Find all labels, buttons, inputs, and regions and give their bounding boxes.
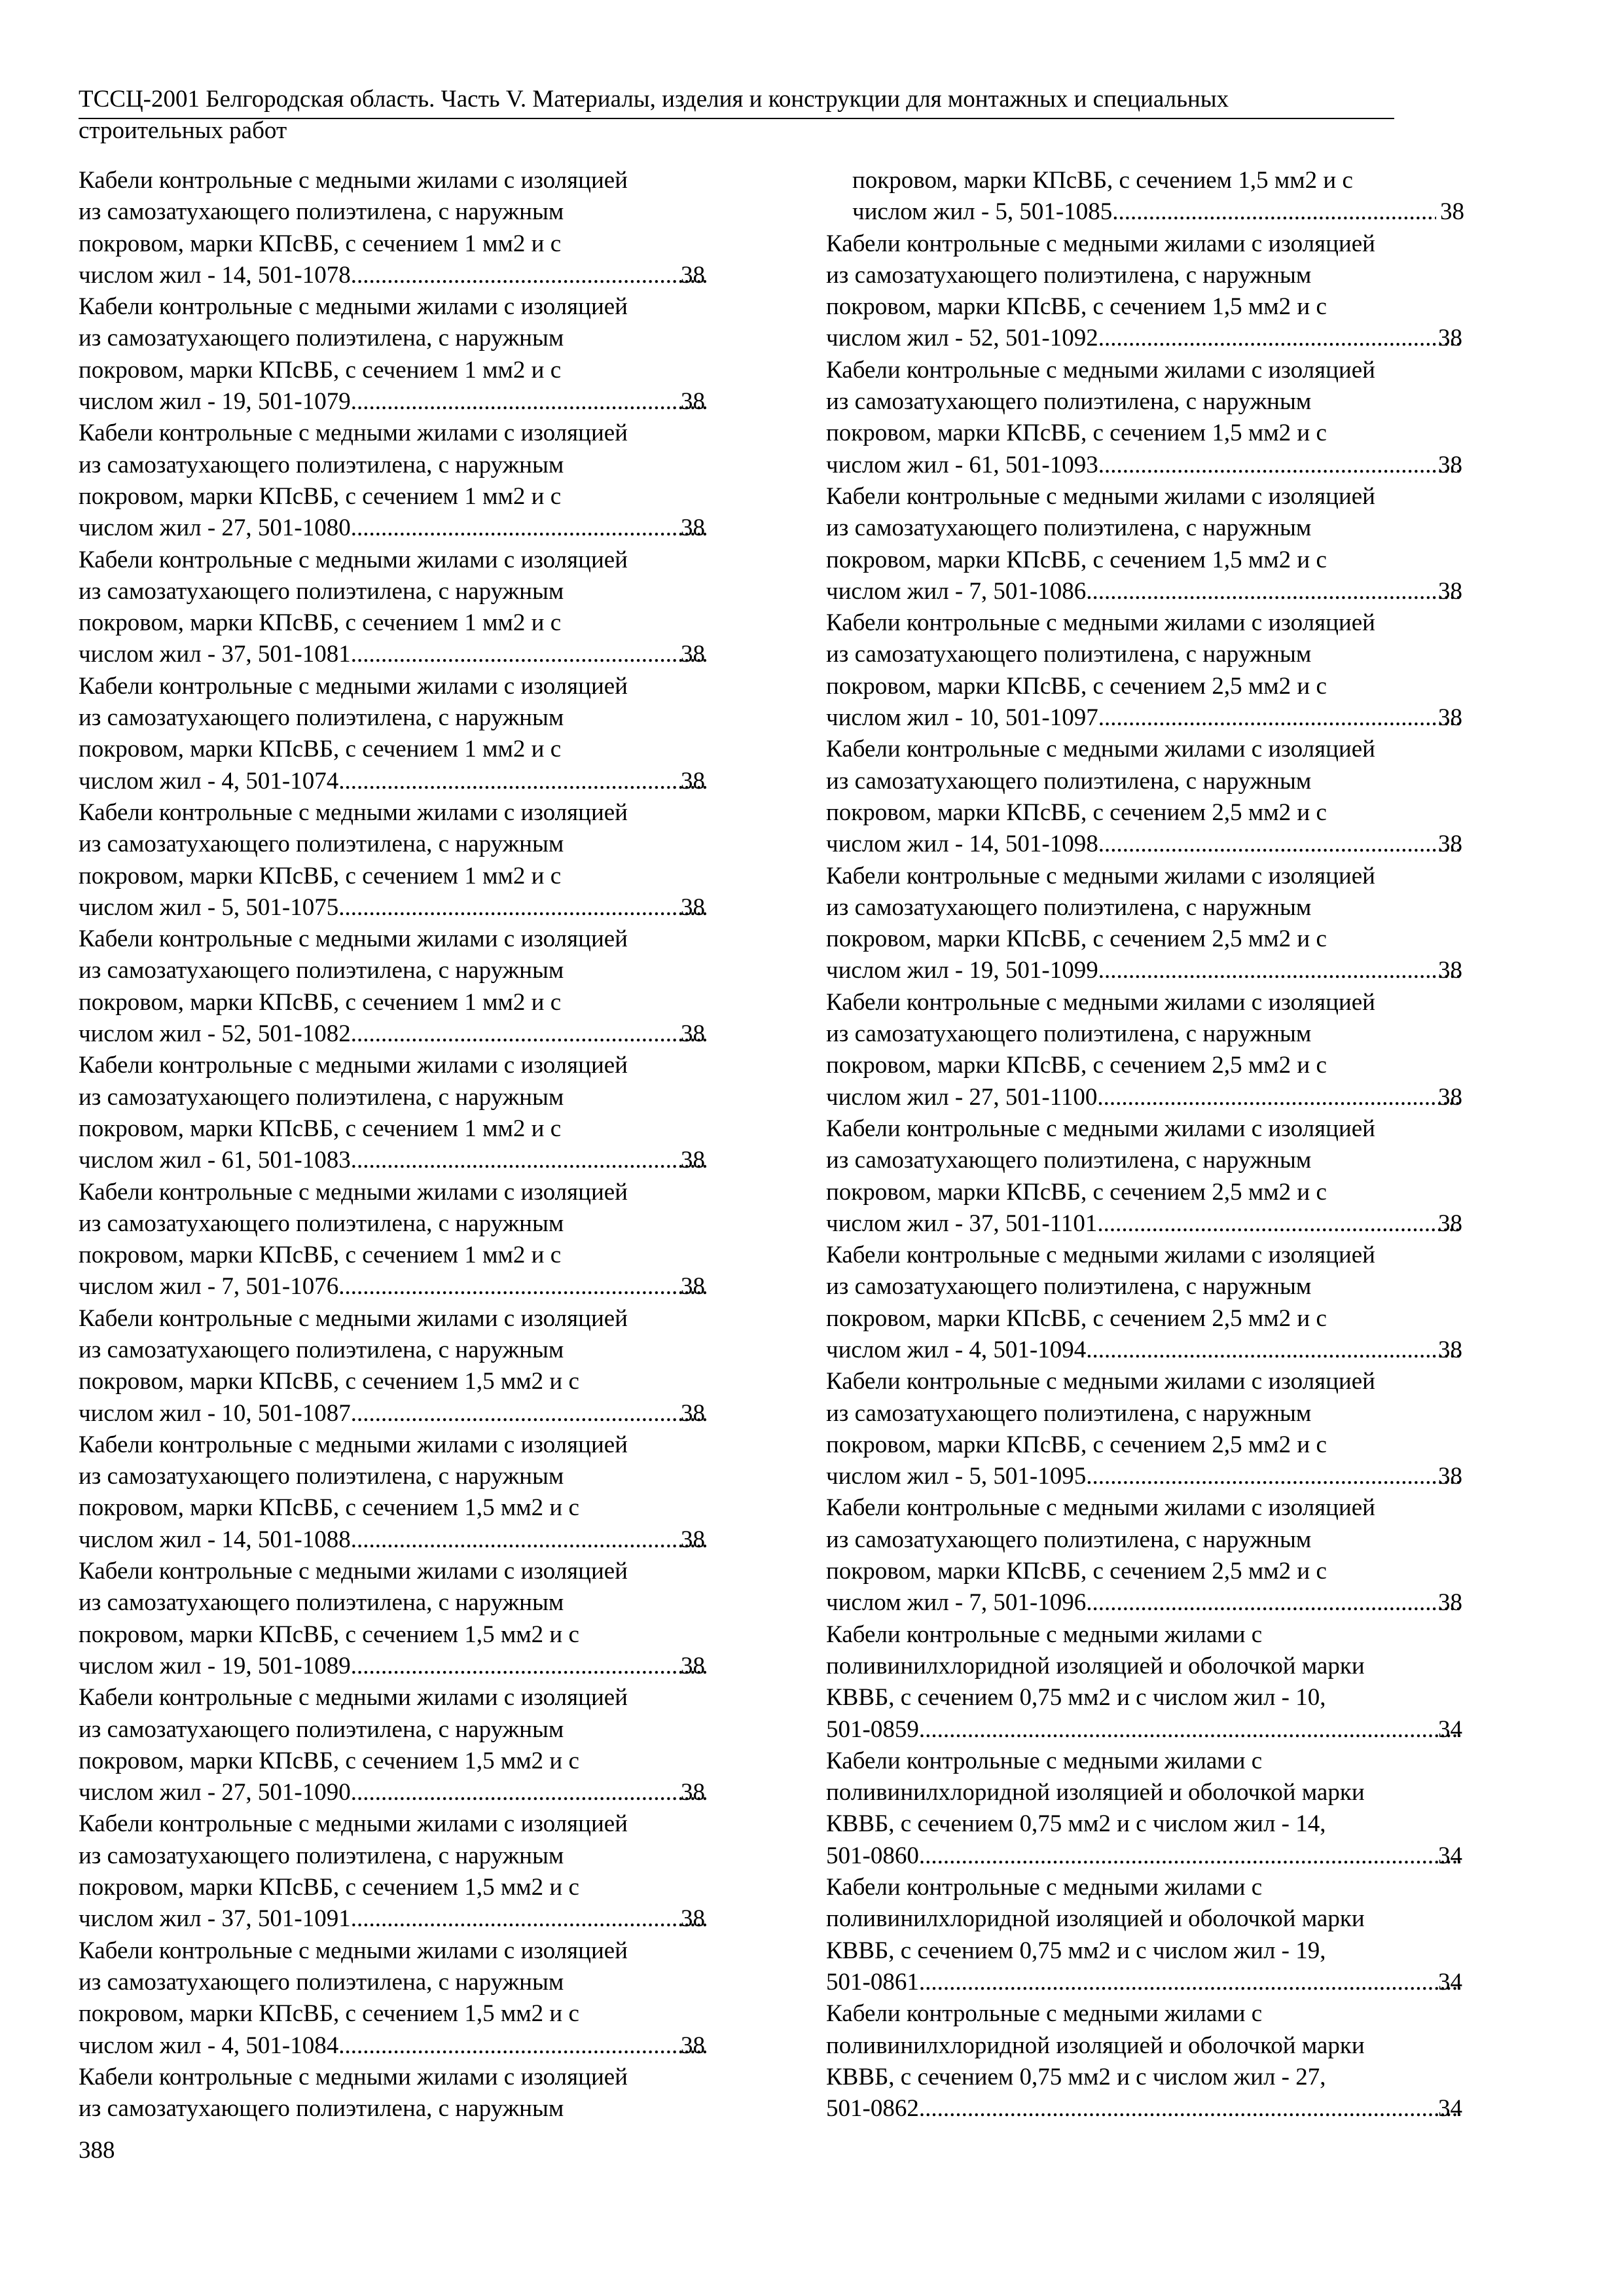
index-entry-last-line bbox=[826, 2093, 1464, 2125]
index-entry bbox=[826, 607, 1464, 734]
index-entry-last-line bbox=[852, 196, 1464, 228]
index-entry bbox=[79, 1429, 707, 1556]
index-entry bbox=[79, 291, 707, 418]
index-entry-line: Кабели контрольные с медными жилами с изоляцией bbox=[79, 167, 628, 194]
index-entry-page: 38 bbox=[1438, 1083, 1462, 1111]
index-entry-line: из самозатухающего полиэтилена, с наружным bbox=[826, 1147, 1312, 1174]
index-entry-line: из самозатухающего полиэтилена, с наружным bbox=[826, 893, 1312, 921]
index-entry-text: числом жил - 27, 501-1100 bbox=[826, 1083, 1098, 1111]
index-entry-line: из самозатухающего полиэтилена, с наружным bbox=[79, 957, 564, 984]
index-entry-text: числом жил - 37, 501-1101 bbox=[826, 1210, 1098, 1237]
index-entry-line: Кабели контрольные с медными жилами с изоляцией bbox=[826, 1242, 1375, 1269]
dot-leader bbox=[1086, 576, 1460, 607]
index-entry-line: Кабели контрольные с медными жилами с изоляцией bbox=[826, 230, 1375, 257]
index-entry-text: числом жил - 5, 501-1085 bbox=[852, 198, 1113, 226]
index-entry-text: числом жил - 37, 501-1081 bbox=[79, 641, 351, 668]
index-entry-line: Кабели контрольные с медными жилами с изоляцией bbox=[79, 1052, 628, 1079]
dot-leader bbox=[351, 260, 707, 291]
index-entry-page: 34 bbox=[1438, 1968, 1462, 1996]
index-entry-line: из самозатухающего полиэтилена, с наружным bbox=[826, 641, 1312, 668]
dot-leader bbox=[338, 2030, 707, 2062]
index-entry-last-line bbox=[826, 1967, 1464, 1998]
index-entry-line: покровом, марки КПсВБ, с сечением 1 мм2 и с bbox=[79, 862, 562, 889]
index-entry bbox=[79, 797, 707, 924]
index-entry bbox=[79, 1177, 707, 1303]
index-entry-line: из самозатухающего полиэтилена, с наружным bbox=[79, 2095, 564, 2123]
index-column-left bbox=[79, 165, 707, 2125]
index-entry-page: 38 bbox=[1438, 577, 1462, 605]
index-entry-line: КВВБ, с сечением 0,75 мм2 и с числом жил - 14, bbox=[826, 1810, 1326, 1838]
index-entry-line: из самозатухающего полиэтилена, с наружным bbox=[826, 514, 1312, 542]
index-entry bbox=[79, 1682, 707, 1808]
index-entry bbox=[826, 355, 1464, 481]
index-entry-last-line bbox=[826, 450, 1464, 481]
index-entry-line: КВВБ, с сечением 0,75 мм2 и с числом жил - 27, bbox=[826, 2063, 1326, 2090]
dot-leader bbox=[351, 1524, 707, 1556]
dot-leader bbox=[351, 1903, 707, 1935]
index-entry-line: покровом, марки КПсВБ, с сечением 1,5 мм2 и с bbox=[79, 1747, 579, 1774]
index-entry-line: покровом, марки КПсВБ, с сечением 1 мм2 и с bbox=[79, 230, 562, 257]
index-entry-text: числом жил - 5, 501-1095 bbox=[826, 1463, 1087, 1490]
index-entry-line: Кабели контрольные с медными жилами с изоляцией bbox=[79, 798, 628, 826]
index-entry-text: числом жил - 27, 501-1090 bbox=[79, 1779, 351, 1806]
header-line-1: ТССЦ-2001 Белгородская область. Часть V. Материалы, изделия и конструкции для монтажных и специальных bbox=[79, 86, 1229, 113]
index-entry-text: числом жил - 4, 501-1084 bbox=[79, 2032, 339, 2059]
dot-leader bbox=[919, 1714, 1460, 1746]
page-number: 388 bbox=[79, 2137, 115, 2164]
index-entry-line: покровом, марки КПсВБ, с сечением 1 мм2 и с bbox=[79, 988, 562, 1016]
index-entry-line: поливинилхлоридной изоляцией и оболочкой марки bbox=[826, 1905, 1365, 1933]
index-entry-last-line: числом жил - 27, 501-1090 ..... 38 bbox=[105, 1777, 707, 1808]
index-entry-line: из самозатухающего полиэтилена, с наружным bbox=[79, 831, 564, 858]
index-entry-line: Кабели контрольные с медными жилами с изоляцией bbox=[826, 1494, 1375, 1522]
index-entry-line: покровом, марки КПсВБ, с сечением 1 мм2 и с bbox=[79, 609, 562, 637]
index-entry bbox=[826, 165, 1464, 228]
index-entry-line: Кабели контрольные с медными жилами с изоляцией bbox=[79, 1810, 628, 1838]
index-entry-line: из самозатухающего полиэтилена, с наружным bbox=[79, 1589, 564, 1617]
index-entry-last-line: числом жил - 27, 501-1080 ..... 38 bbox=[105, 512, 707, 544]
index-entry-line: покровом, марки КПсВБ, с сечением 1,5 мм2 и с bbox=[826, 420, 1327, 447]
index-entry-line: покровом, марки КПсВБ, с сечением 2,5 мм2 и с bbox=[826, 1178, 1327, 1206]
index-entry-text: числом жил - 5, 501-1075 bbox=[79, 893, 339, 921]
index-entry-line: из самозатухающего полиэтилена, с наружным bbox=[826, 388, 1312, 416]
dot-leader bbox=[919, 2093, 1460, 2125]
index-entry-line: покровом, марки КПсВБ, с сечением 1,5 мм2 и с bbox=[79, 1621, 579, 1648]
index-entry-continues bbox=[79, 2062, 707, 2125]
index-entry-last-line bbox=[826, 1714, 1464, 1746]
dot-leader bbox=[1097, 1082, 1460, 1113]
index-entry-page: 34 bbox=[1438, 1842, 1462, 1869]
index-entry bbox=[79, 1808, 707, 1935]
index-entry-line: Кабели контрольные с медными жилами с изоляцией bbox=[826, 988, 1375, 1016]
index-entry-line: Кабели контрольные с медными жилами с изоляцией bbox=[79, 672, 628, 700]
index-entry-text: числом жил - 4, 501-1094 bbox=[826, 1336, 1087, 1363]
dot-leader bbox=[338, 1271, 707, 1302]
index-entry-line: Кабели контрольные с медными жилами с изоляцией bbox=[79, 1178, 628, 1206]
index-entry-last-line: числом жил - 52, 501-1082 ..... 38 bbox=[105, 1018, 707, 1050]
index-entry-line: покровом, марки КПсВБ, с сечением 2,5 мм2 и с bbox=[826, 1431, 1327, 1458]
index-entry bbox=[826, 1872, 1464, 1998]
index-entry bbox=[826, 481, 1464, 607]
dot-leader bbox=[1098, 450, 1460, 481]
index-entry-line: покровом, марки КПсВБ, с сечением 1,5 мм2 и с bbox=[826, 293, 1327, 321]
index-entry-line: покровом, марки КПсВБ, с сечением 1,5 мм2 и с bbox=[79, 1494, 579, 1522]
index-entry-text: числом жил - 27, 501-1080 bbox=[79, 514, 351, 542]
index-entry-line: Кабели контрольные с медными жилами с изоляцией bbox=[826, 609, 1375, 637]
index-entry-line: покровом, марки КПсВБ, с сечением 1 мм2 и с bbox=[79, 736, 562, 763]
index-entry-last-line bbox=[826, 955, 1464, 986]
index-entry-text: числом жил - 19, 501-1099 bbox=[826, 957, 1098, 984]
index-entry-line: Кабели контрольные с медными жилами с изоляцией bbox=[79, 1937, 628, 1964]
index-entry-line: покровом, марки КПсВБ, с сечением 2,5 мм2 и с bbox=[826, 1558, 1327, 1585]
index-entry-line: покровом, марки КПсВБ, с сечением 2,5 мм2 и с bbox=[826, 1304, 1327, 1332]
dot-leader bbox=[351, 512, 707, 544]
dot-leader bbox=[1098, 955, 1460, 986]
running-header bbox=[79, 84, 1394, 147]
dot-leader bbox=[351, 1398, 707, 1429]
index-entry-line: Кабели контрольные с медными жилами с изоляцией bbox=[826, 1368, 1375, 1395]
index-entry-last-line bbox=[826, 702, 1464, 734]
index-entry-line: покровом, марки КПсВБ, с сечением 1,5 мм2 и с bbox=[79, 2000, 579, 2028]
index-entry bbox=[826, 1746, 1464, 1872]
index-entry-line: из самозатухающего полиэтилена, с наружным bbox=[79, 1210, 564, 1237]
index-entry-line: поливинилхлоридной изоляцией и оболочкой марки bbox=[826, 1652, 1365, 1679]
index-entry-line: покровом, марки КПсВБ, с сечением 2,5 мм2 и с bbox=[826, 1052, 1327, 1079]
index-entry bbox=[826, 1619, 1464, 1746]
index-entry-last-line bbox=[826, 1840, 1464, 1872]
index-entry-line: Кабели контрольные с медными жилами с изоляцией bbox=[79, 2063, 628, 2090]
index-entry-last-line: числом жил - 19, 501-1079 ..... 38 bbox=[105, 386, 707, 418]
index-entry-line: покровом, марки КПсВБ, с сечением 1,5 мм2 и с bbox=[79, 1368, 579, 1395]
index-entry bbox=[826, 1492, 1464, 1619]
index-entry-text: числом жил - 14, 501-1098 bbox=[826, 831, 1098, 858]
index-entry-last-line bbox=[826, 323, 1464, 354]
index-entry-text: 501-0861 bbox=[826, 1968, 919, 1996]
index-entry-page: 38 bbox=[1438, 704, 1462, 732]
index-entry-line: Кабели контрольные с медными жилами с bbox=[826, 1874, 1263, 1901]
index-entry-text: 501-0862 bbox=[826, 2095, 919, 2123]
index-entry-line: из самозатухающего полиэтилена, с наружным bbox=[79, 704, 564, 732]
index-entry-last-line: числом жил - 4, 501-1074 ..... 38 bbox=[105, 766, 707, 797]
index-entry-text: числом жил - 52, 501-1082 bbox=[79, 1020, 351, 1048]
index-entry-line: из самозатухающего полиэтилена, с наружным bbox=[79, 1463, 564, 1490]
index-entry-text: числом жил - 52, 501-1092 bbox=[826, 325, 1098, 352]
index-entry-line: из самозатухающего полиэтилена, с наружным bbox=[826, 767, 1312, 795]
index-entry-last-line bbox=[826, 1335, 1464, 1366]
index-entry-line: из самозатухающего полиэтилена, с наружным bbox=[79, 577, 564, 605]
index-entry bbox=[79, 418, 707, 544]
index-entry-text: числом жил - 10, 501-1097 bbox=[826, 704, 1098, 732]
index-entry-line: покровом, марки КПсВБ, с сечением 1,5 мм2 и с bbox=[79, 1874, 579, 1901]
index-entry-text: числом жил - 61, 501-1083 bbox=[79, 1147, 351, 1174]
header-rule bbox=[79, 118, 1394, 119]
index-entry-line: Кабели контрольные с медными жилами с изоляцией bbox=[826, 356, 1375, 384]
index-entry-page: 38 bbox=[1438, 1463, 1462, 1490]
index-entry bbox=[79, 1935, 707, 2062]
index-entry-line: покровом, марки КПсВБ, с сечением 2,5 мм2 и с bbox=[826, 925, 1327, 953]
dot-leader bbox=[351, 1145, 707, 1176]
dot-leader bbox=[1098, 829, 1460, 860]
index-entry bbox=[79, 924, 707, 1050]
index-entry-last-line bbox=[826, 1082, 1464, 1113]
index-entry bbox=[79, 671, 707, 797]
dot-leader bbox=[1098, 323, 1460, 354]
index-entry-line: Кабели контрольные с медными жилами с bbox=[826, 1621, 1263, 1648]
index-entry-line: из самозатухающего полиэтилена, с наружным bbox=[826, 261, 1312, 289]
index-entry-line: из самозатухающего полиэтилена, с наружным bbox=[826, 1526, 1312, 1553]
index-entry bbox=[79, 1303, 707, 1429]
dot-leader bbox=[919, 1840, 1460, 1872]
index-entry-line: Кабели контрольные с медными жилами с изоляцией bbox=[79, 546, 628, 573]
index-column-right bbox=[826, 165, 1464, 2125]
index-entry-line: Кабели контрольные с медными жилами с изоляцией bbox=[79, 925, 628, 953]
index-entry-text: числом жил - 14, 501-1078 bbox=[79, 261, 351, 289]
index-entry-line: Кабели контрольные с медными жилами с изоляцией bbox=[826, 1115, 1375, 1142]
index-entry-last-line bbox=[826, 576, 1464, 607]
index-entry bbox=[79, 545, 707, 671]
index-entry-line: Кабели контрольные с медными жилами с изоляцией bbox=[79, 1304, 628, 1332]
index-entry-line: из самозатухающего полиэтилена, с наружным bbox=[826, 1020, 1312, 1048]
index-entry-line: покровом, марки КПсВБ, с сечением 1 мм2 и с bbox=[79, 1242, 562, 1269]
index-entry-last-line bbox=[826, 1587, 1464, 1619]
index-entry-text: числом жил - 14, 501-1088 bbox=[79, 1526, 351, 1553]
index-entry-line: покровом, марки КПсВБ, с сечением 1,5 мм2 и с bbox=[826, 546, 1327, 573]
index-entry-line: Кабели контрольные с медными жилами с изоляцией bbox=[826, 482, 1375, 510]
index-entry bbox=[826, 861, 1464, 987]
index-entry-line: КВВБ, с сечением 0,75 мм2 и с числом жил - 10, bbox=[826, 1684, 1326, 1712]
index-entry-text: числом жил - 7, 501-1096 bbox=[826, 1589, 1087, 1617]
index-entry-line: Кабели контрольные с медными жилами с изоляцией bbox=[79, 293, 628, 321]
index-entry-line: из самозатухающего полиэтилена, с наружным bbox=[79, 1336, 564, 1363]
dot-leader bbox=[351, 1651, 707, 1682]
index-entry-last-line: числом жил - 10, 501-1087 ..... 38 bbox=[105, 1398, 707, 1429]
index-entry bbox=[826, 1998, 1464, 2125]
index-entry-page: 34 bbox=[1438, 2095, 1462, 2123]
dot-leader bbox=[351, 639, 707, 670]
dot-leader bbox=[351, 1777, 707, 1808]
index-entry-text: числом жил - 19, 501-1089 bbox=[79, 1652, 351, 1679]
dot-leader bbox=[351, 386, 707, 418]
index-entry-line: Кабели контрольные с медными жилами с изоляцией bbox=[79, 1431, 628, 1458]
index-entry-line: из самозатухающего полиэтилена, с наружным bbox=[79, 198, 564, 226]
index-entry-text: числом жил - 61, 501-1093 bbox=[826, 451, 1098, 478]
index-entry-page: 38 bbox=[1438, 831, 1462, 858]
index-entry-line: Кабели контрольные с медными жилами с изоляцией bbox=[826, 862, 1375, 889]
index-entry-line: покровом, марки КПсВБ, с сечением 2,5 мм2 и с bbox=[826, 672, 1327, 700]
dot-leader bbox=[1097, 1208, 1460, 1240]
index-entry-last-line bbox=[826, 1461, 1464, 1492]
index-entry-page: 38 bbox=[1438, 957, 1462, 984]
index-entry-text: числом жил - 19, 501-1079 bbox=[79, 388, 351, 416]
index-entry-line: из самозатухающего полиэтилена, с наружным bbox=[826, 1399, 1312, 1427]
index-entry-text: 501-0860 bbox=[826, 1842, 919, 1869]
index-entry bbox=[79, 1050, 707, 1176]
dot-leader bbox=[338, 766, 707, 797]
index-entry-page: 38 bbox=[1438, 451, 1462, 478]
index-entry-line: Кабели контрольные с медными жилами с изоляцией bbox=[79, 420, 628, 447]
index-entry-line: покровом, марки КПсВБ, с сечением 1 мм2 и с bbox=[79, 1115, 562, 1142]
index-entry-line: из самозатухающего полиэтилена, с наружным bbox=[826, 1273, 1312, 1300]
dot-leader bbox=[919, 1967, 1460, 1998]
index-entry-line: покровом, марки КПсВБ, с сечением 1 мм2 и с bbox=[79, 356, 562, 384]
index-entry-page: 38 bbox=[1438, 1210, 1462, 1237]
index-entry-line: Кабели контрольные с медными жилами с изоляцией bbox=[79, 1684, 628, 1712]
index-entry-last-line: числом жил - 4, 501-1084 ..... 38 bbox=[105, 2030, 707, 2062]
index-entry-line: Кабели контрольные с медными жилами с bbox=[826, 2000, 1263, 2028]
index-entry-text: числом жил - 10, 501-1087 bbox=[79, 1399, 351, 1427]
index-entry-last-line: числом жил - 14, 501-1078 ..... 38 bbox=[105, 260, 707, 291]
index-entry-text: числом жил - 4, 501-1074 bbox=[79, 767, 339, 795]
index-entry-last-line: числом жил - 19, 501-1089 ..... 38 bbox=[105, 1651, 707, 1682]
dot-leader bbox=[1086, 1461, 1460, 1492]
index-entry-line: из самозатухающего полиэтилена, с наружным bbox=[79, 1083, 564, 1111]
dot-leader bbox=[351, 1018, 707, 1050]
index-entry-line: поливинилхлоридной изоляцией и оболочкой марки bbox=[826, 2032, 1365, 2059]
index-entry-line: покровом, марки КПсВБ, с сечением 2,5 мм2 и с bbox=[826, 798, 1327, 826]
index-entry-line: покровом, марки КПсВБ, с сечением 1,5 мм2 и с bbox=[852, 167, 1353, 194]
dot-leader bbox=[338, 892, 707, 924]
index-entry-last-line: числом жил - 61, 501-1083 ..... 38 bbox=[105, 1145, 707, 1176]
index-entry-line: КВВБ, с сечением 0,75 мм2 и с числом жил - 19, bbox=[826, 1937, 1326, 1964]
index-entry bbox=[826, 734, 1464, 860]
index-entry-line: из самозатухающего полиэтилена, с наружным bbox=[79, 1968, 564, 1996]
index-entry-last-line: числом жил - 7, 501-1076 ..... 38 bbox=[105, 1271, 707, 1302]
index-entry bbox=[826, 1240, 1464, 1366]
index-entry-line: покровом, марки КПсВБ, с сечением 1 мм2 и с bbox=[79, 482, 562, 510]
index-entry-last-line bbox=[826, 1208, 1464, 1240]
index-entry-page: 38 bbox=[1438, 1336, 1462, 1363]
index-entry-page: 38 bbox=[1440, 198, 1464, 226]
index-entry-text: числом жил - 7, 501-1076 bbox=[79, 1273, 339, 1300]
dot-leader bbox=[1086, 1587, 1460, 1619]
index-entry-last-line: числом жил - 37, 501-1081 ..... 38 bbox=[105, 639, 707, 670]
index-entry-line: из самозатухающего полиэтилена, с наружным bbox=[79, 451, 564, 478]
index-entry bbox=[79, 1556, 707, 1682]
index-entry-page: 34 bbox=[1438, 1715, 1462, 1743]
index-entry-page: 38 bbox=[1438, 1589, 1462, 1617]
dot-leader bbox=[1098, 702, 1460, 734]
index-entry bbox=[79, 165, 707, 291]
index-entry-line: Кабели контрольные с медными жилами с bbox=[826, 1747, 1263, 1774]
index-entry-line: поливинилхлоридной изоляцией и оболочкой марки bbox=[826, 1779, 1365, 1806]
index-entry-line: из самозатухающего полиэтилена, с наружным bbox=[79, 1715, 564, 1743]
dot-leader bbox=[1086, 1335, 1460, 1366]
index-entry-page: 38 bbox=[1438, 325, 1462, 352]
index-entry bbox=[826, 1113, 1464, 1240]
index-entry-text: 501-0859 bbox=[826, 1715, 919, 1743]
index-entry-last-line: числом жил - 14, 501-1088 ..... 38 bbox=[105, 1524, 707, 1556]
index-entry-text: числом жил - 7, 501-1086 bbox=[826, 577, 1087, 605]
index-entry-line: из самозатухающего полиэтилена, с наружным bbox=[79, 325, 564, 352]
index-entry-line: Кабели контрольные с медными жилами с изоляцией bbox=[79, 1558, 628, 1585]
index-entry-line: из самозатухающего полиэтилена, с наружным bbox=[79, 1842, 564, 1869]
index-entry-text: числом жил - 37, 501-1091 bbox=[79, 1905, 351, 1933]
index-entry bbox=[826, 228, 1464, 355]
dot-leader bbox=[1112, 196, 1436, 228]
index-entry bbox=[826, 987, 1464, 1113]
index-entry-line: Кабели контрольные с медными жилами с изоляцией bbox=[826, 736, 1375, 763]
index-entry-last-line: числом жил - 5, 501-1075 ..... 38 bbox=[105, 892, 707, 924]
index-entry-last-line: числом жил - 37, 501-1091 ..... 38 bbox=[105, 1903, 707, 1935]
header-line-2: строительных работ bbox=[79, 117, 287, 144]
index-entry bbox=[826, 1366, 1464, 1492]
index-entry-last-line bbox=[826, 829, 1464, 860]
